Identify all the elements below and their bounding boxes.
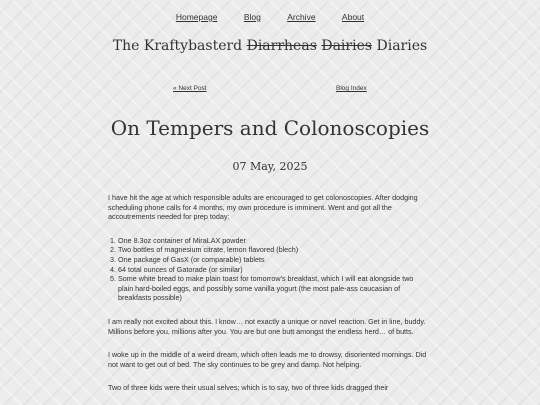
top-nav bbox=[0, 12, 540, 22]
prep-supplies-list bbox=[108, 236, 430, 303]
site-title-prefix: The Kraftybasterd bbox=[112, 38, 243, 54]
list-item: 5. Some white bread to make plain toast for tomorrow's breakfast, which I will eat alongside two plain hard-boiled eggs, and possibly some vanilla yogurt (the most pale-ass caucasian of breakfasts possible) bbox=[118, 274, 430, 303]
list-item: 2. Two bottles of magnesium citrate, lemon flavored (blech) bbox=[118, 245, 430, 255]
blog-index-link[interactable]: Blog Index bbox=[336, 85, 367, 92]
site-title-strike-2: Dairies bbox=[321, 38, 373, 54]
post-paragraph: Two of three kids were their usual selves; which is to say, two of three kids dragged their bbox=[108, 383, 389, 393]
post-title: On Tempers and Colonoscopies bbox=[110, 116, 430, 140]
post-paragraph: I woke up in the middle of a weird dream, which often leads me to drowsy, disoriented mornings. Did not want to get out of bed. The sky continues to be grey and damp. Not helping. bbox=[108, 350, 427, 369]
nav-blog-link[interactable]: Blog bbox=[243, 12, 261, 22]
site-title bbox=[0, 38, 540, 54]
post-paragraph: I am really not excited about this. I know… not exactly a unique or novel reaction. Get in line, buddy. Millions before you, millions after you. You are but one butt amongst the endless herd… of butts. bbox=[108, 316, 426, 336]
site-title-strike-1: Diarrheas bbox=[246, 38, 317, 54]
post-body bbox=[108, 193, 430, 405]
nav-archive-link[interactable]: Archive bbox=[287, 12, 316, 22]
post-intro-paragraph: I have hit the age at which responsible adults are encouraged to get colonoscopies. After dodging scheduling phone calls for 4 months, my own procedure is imminent. Went and got all the accoutrements needed for prep today: bbox=[108, 193, 418, 222]
next-post-link[interactable]: « Next Post bbox=[173, 85, 207, 92]
list-item: 1. One 8.3oz container of MiraLAX powder bbox=[118, 236, 430, 246]
nav-homepage-link[interactable]: Homepage bbox=[175, 12, 218, 22]
list-item: 4. 64 total ounces of Gatorade (or similar) bbox=[118, 265, 430, 275]
site-title-suffix: Diaries bbox=[376, 38, 428, 54]
nav-about-link[interactable]: About bbox=[341, 12, 365, 22]
list-item: 3. One package of GasX (or comparable) tablets bbox=[118, 255, 430, 265]
post-date: 07 May, 2025 bbox=[232, 160, 308, 173]
